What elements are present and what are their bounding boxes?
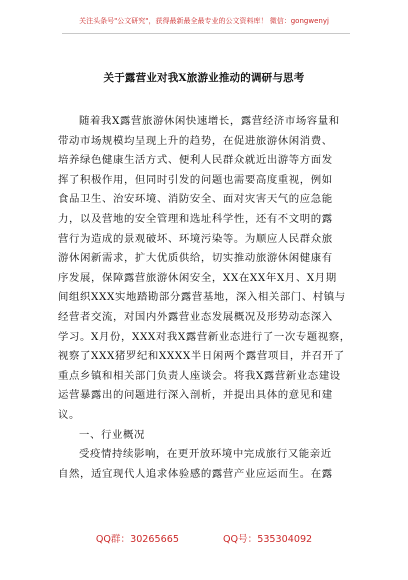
document-title: 关于露营业对我X旅游业推动的调研与思考	[103, 72, 305, 84]
footer-contact	[0, 531, 408, 545]
header-divider	[62, 33, 350, 34]
body-line: 视察了XXX猪罗纪和XXXX半日闲两个露营项目，并召开了	[58, 350, 345, 363]
body-line: 间组织XXX实地踏勘部分露营基地，深入相关部门、村镇与	[58, 291, 346, 304]
body-line: 营行为造成的景观破坏、环境污染等。为顺应人民群众旅	[58, 232, 333, 245]
section-heading: 一、行业概况	[79, 428, 145, 441]
body-line: 学习。X月份，XXX对我X露营新业态进行了一次专题视察，	[58, 330, 351, 343]
header-promo-note: 关注头条号"公文研究"，获得最新最全最专业的公文资料库！ 微信：gongwenyj	[79, 17, 329, 25]
body-line: 挥了积极作用，但同时引发的问题也需要高度重视，例如	[58, 173, 333, 186]
body-line: 序发展，保障露营旅游休闲安全，XX在XX年X月、X月期	[58, 271, 337, 284]
body-line: 受疫情持续影响，在更开放环境中完成旅行又能亲近	[79, 448, 332, 461]
body-line: 随着我X露营旅游休闲快速增长，露营经济市场容量和	[79, 115, 340, 127]
body-line: 经营者交流，对国内外露营业态发展概况及形势动态深入	[58, 310, 333, 323]
body-line: 议。	[58, 408, 80, 421]
body-line: 游休闲新需求，扩大优质供给，切实推动旅游休闲健康有	[58, 252, 333, 265]
footer-qq-number: QQ号：535304092	[222, 534, 313, 545]
body-line: 自然，适宜现代人追求体验感的露营产业应运而生。在露	[58, 467, 333, 480]
footer-qq-group: QQ群：30265665	[95, 534, 179, 545]
body-line: 运营暴露出的问题进行深入剖析，并提出具体的意见和建	[58, 389, 333, 402]
document-body	[58, 112, 352, 484]
body-line: 带动市场规模均呈现上升的趋势，在促进旅游休闲消费、	[58, 134, 333, 147]
body-line: 食品卫生、治安环境、消防安全、面对灾害天气的应急能	[58, 193, 333, 206]
body-line: 重点乡镇和相关部门负责人座谈会。将我X露营新业态建设	[58, 369, 341, 382]
body-line: 力，以及营地的安全管理和选址科学性，还有不文明的露	[58, 212, 333, 225]
body-line: 培养绿色健康生活方式、便利人民群众就近出游等方面发	[58, 154, 333, 167]
